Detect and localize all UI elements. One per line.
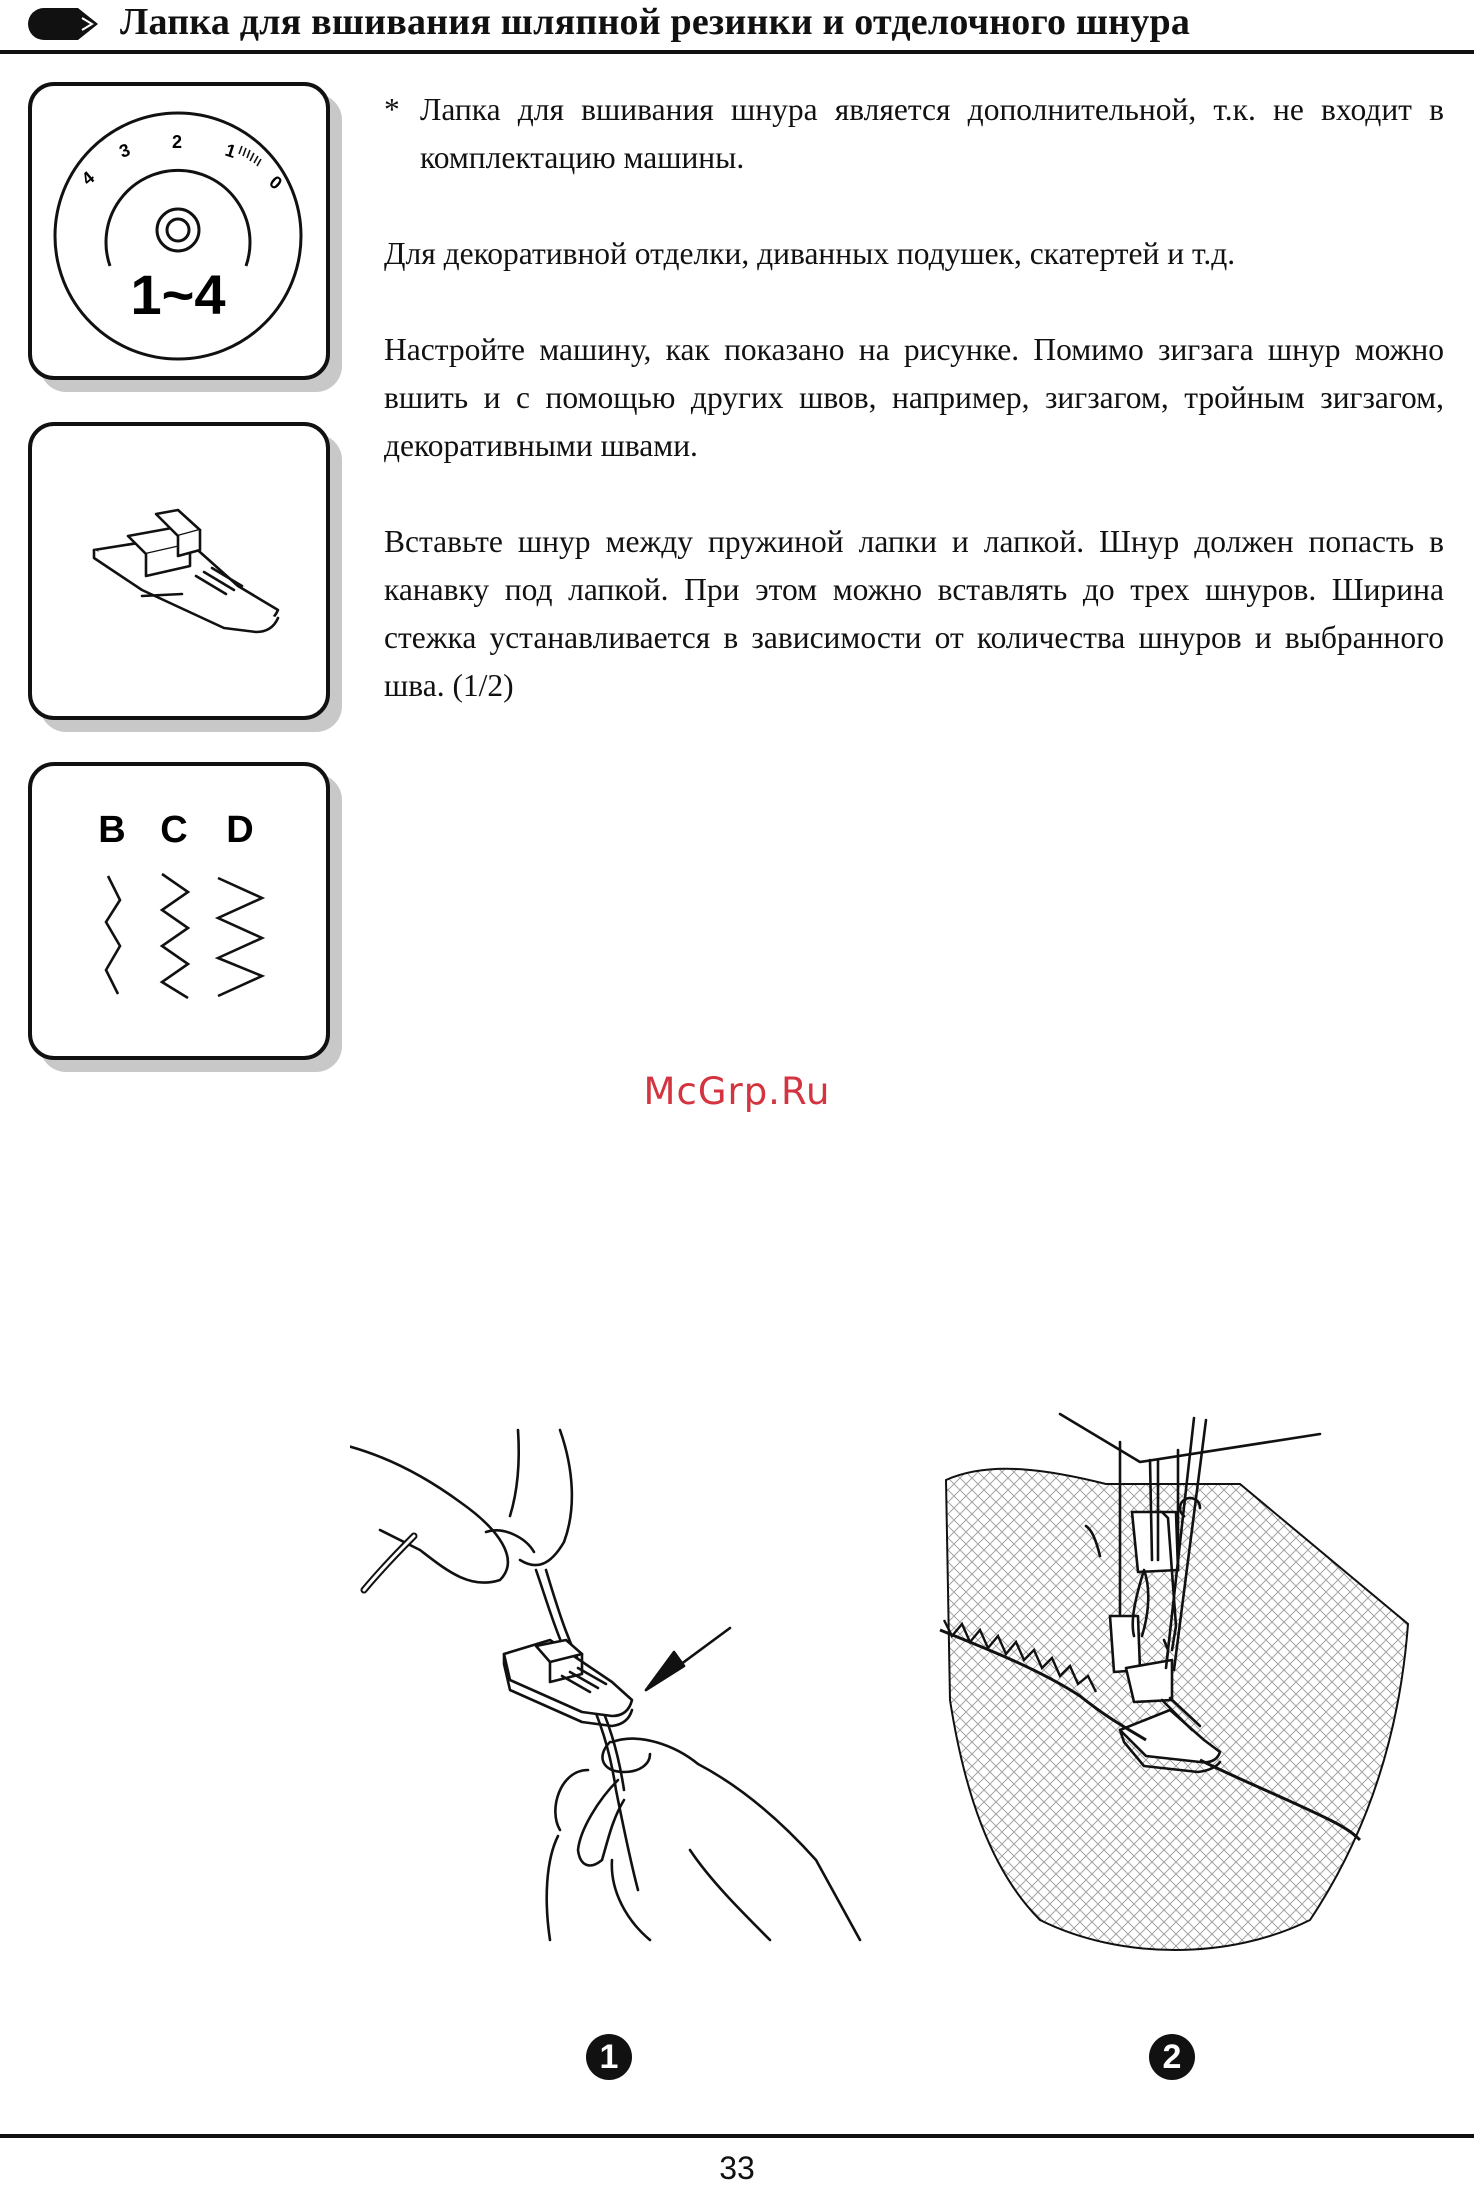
dial-icon <box>32 86 326 376</box>
dial-label-3: 3 <box>116 139 133 162</box>
presser-foot-panel <box>28 422 330 720</box>
pencil-icon <box>28 6 100 42</box>
stitch-label-d: D <box>226 809 254 851</box>
dial-label-0: 0 <box>265 171 286 194</box>
figure-2-badge: 2 <box>1149 2034 1195 2080</box>
note-text: Лапка для вшивания шнура является дополнительной, т.к. не входит в комплектацию машины. <box>420 92 1444 175</box>
stitch-label-c: C <box>160 809 188 851</box>
page-header <box>0 0 1474 56</box>
note-asterisk: * <box>384 92 400 127</box>
figure-sewing-cord <box>930 1400 1420 1980</box>
watermark: McGrp.Ru <box>643 1070 831 1113</box>
footer-divider <box>0 2134 1474 2138</box>
stitch-patterns-panel <box>28 762 330 1060</box>
header-divider <box>0 50 1474 54</box>
stitch-width-dial-panel <box>28 82 330 380</box>
page-number: 33 <box>719 2150 755 2186</box>
dial-label-4: 4 <box>77 167 99 190</box>
dial-label-2: 2 <box>172 132 183 152</box>
figure-insert-cord <box>350 1420 870 1950</box>
cording-foot-icon <box>32 426 326 716</box>
dial-label-1: 1 <box>222 139 239 162</box>
zigzag-stitches-icon <box>32 766 326 1056</box>
figure-1-badge: 1 <box>586 2034 632 2080</box>
optional-accessory-note <box>384 86 1444 182</box>
dial-setting: 1~4 <box>130 263 226 326</box>
stitch-label-b: B <box>98 809 126 851</box>
page-title: Лапка для вшивания шляпной резинки и отделочного шнура <box>120 1 1191 43</box>
paragraph-purpose: Для декоративной отделки, диванных подушек, скатертей и т.д. <box>384 236 1236 271</box>
paragraph-insert-cord: Вставьте шнур между пружиной лапки и лапкой. Шнур должен попасть в канавку под лапкой. При этом можно вставлять до трех шнуров. Ширина стежка устанавливается в зависимости от количества шнуров и выбранного шва. (1/2) <box>384 524 1444 703</box>
paragraph-setup: Настройте машину, как показано на рисунке. Помимо зигзага шнур можно вшить и с помощью других швов, например, зигзагом, тройным зигзагом, декоративными швами. <box>384 332 1444 463</box>
